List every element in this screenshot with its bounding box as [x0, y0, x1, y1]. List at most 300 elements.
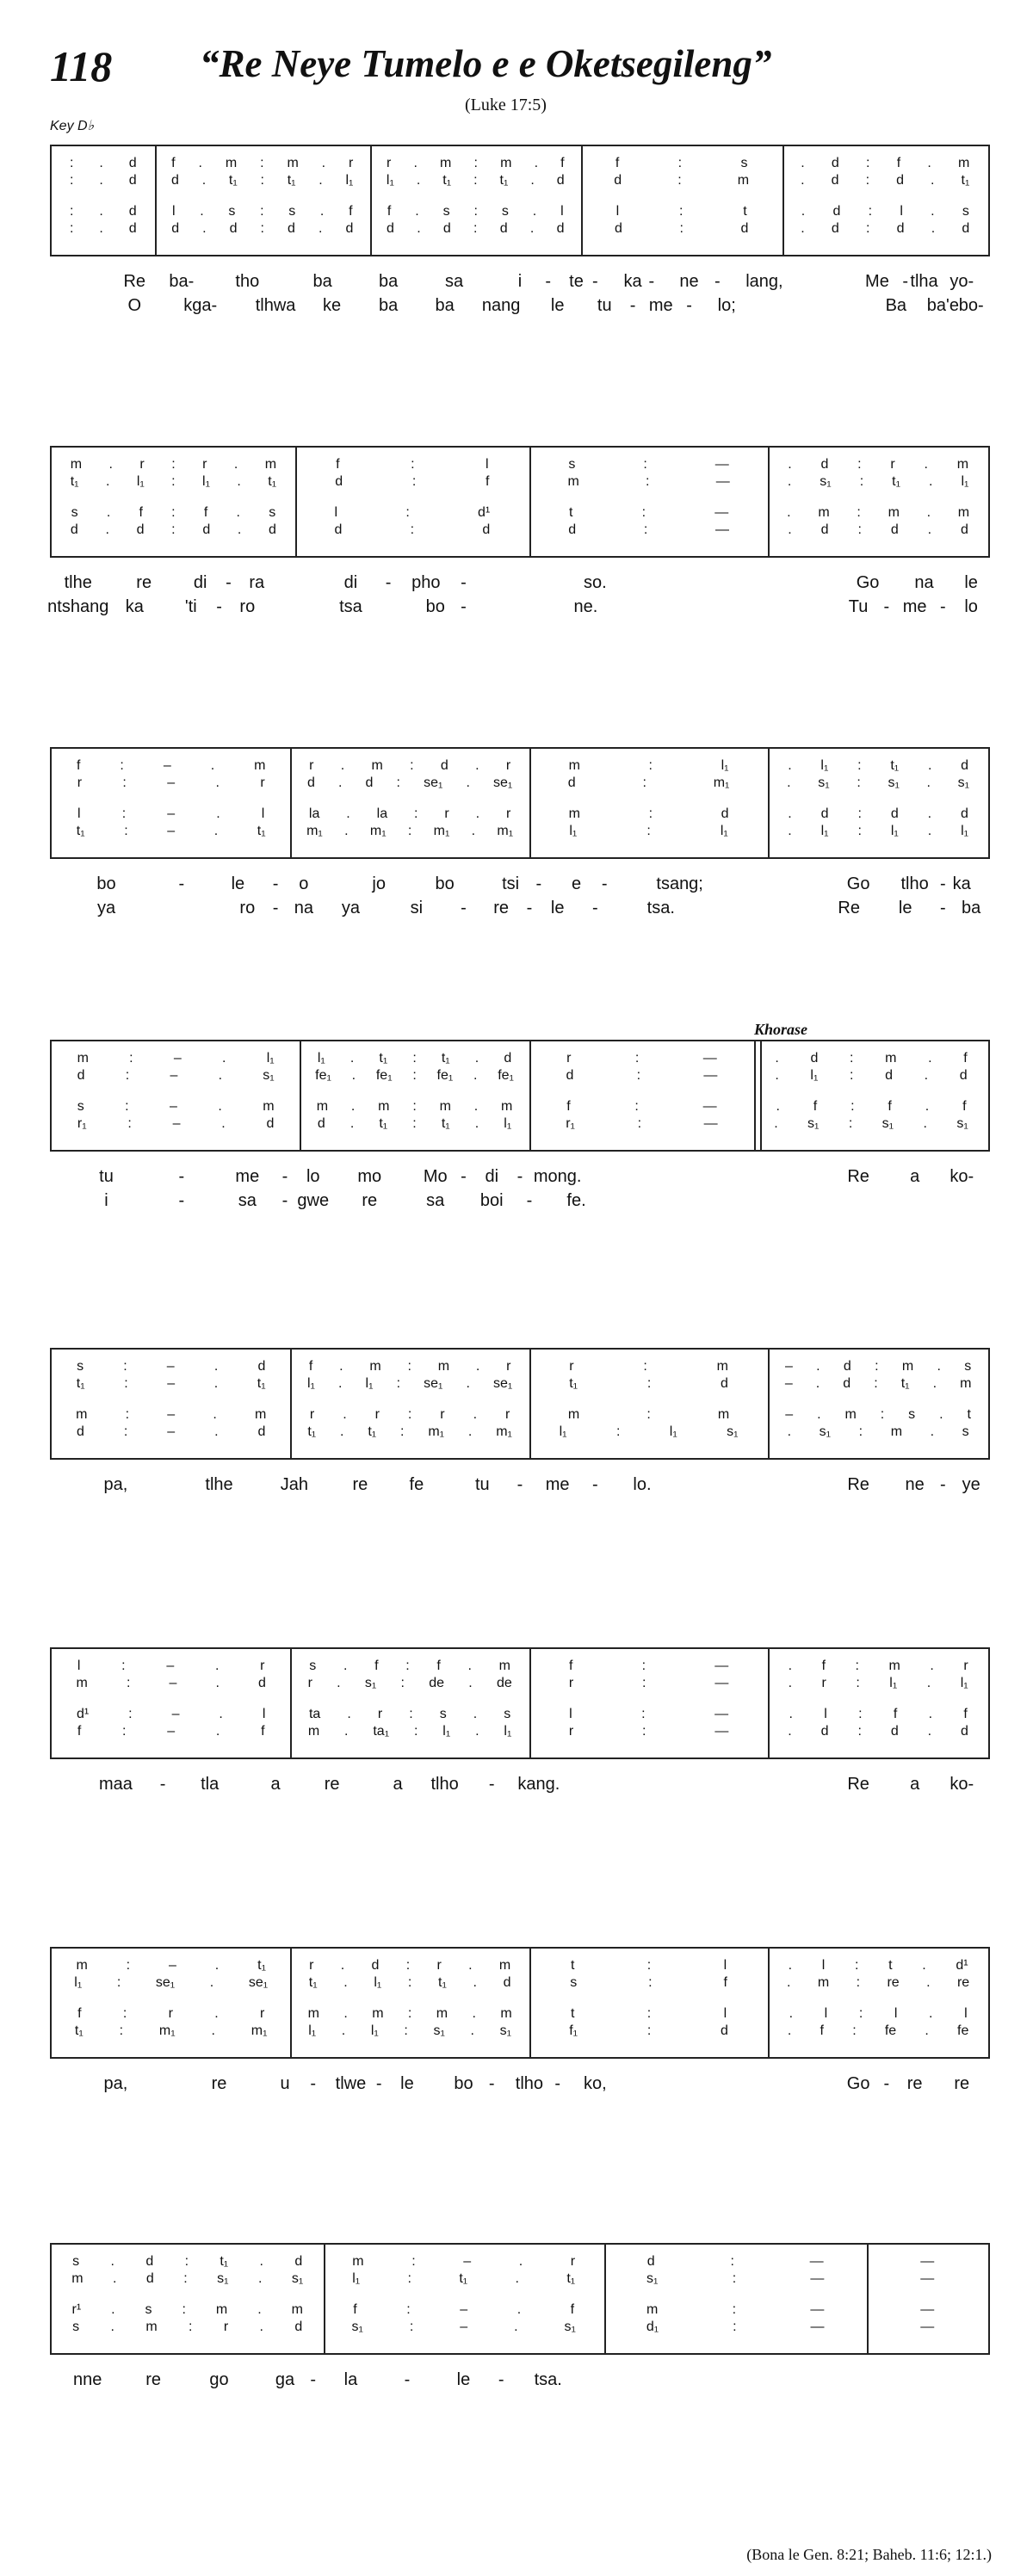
solfa-note: re	[887, 1975, 900, 1990]
solfa-note: r	[504, 1407, 510, 1422]
measure	[57, 1649, 285, 1757]
solfa-note: d	[266, 1116, 275, 1131]
solfa-note: —	[810, 2302, 825, 2317]
lyric-syllable: -	[516, 1167, 523, 1186]
solfa-note: .	[343, 1975, 348, 1990]
solfa-note: :	[732, 2302, 737, 2317]
solfa-note: –	[785, 1407, 794, 1422]
solfa-note: m	[716, 1359, 728, 1374]
soprano-part	[375, 155, 576, 172]
lyric-syllable: gwe	[297, 1191, 330, 1210]
lyric-syllable: tu	[474, 1475, 490, 1494]
solfa-note: .	[415, 204, 419, 219]
solfa-note: se₁	[493, 1376, 513, 1391]
solfa-note: d	[365, 775, 374, 790]
solfa-note: .	[775, 1068, 779, 1083]
solfa-note: l₁	[386, 173, 394, 188]
solfa-note: l₁	[308, 2023, 317, 2038]
solfa-note: d	[257, 1676, 266, 1690]
solfa-note: :	[473, 204, 478, 219]
solfa-note: l	[900, 204, 903, 219]
solfa-note: :	[850, 1051, 854, 1066]
solfa-note: s	[77, 1359, 84, 1374]
barline	[529, 1041, 531, 1150]
solfa-note: .	[215, 1724, 220, 1739]
solfa-note: .	[927, 1724, 932, 1739]
solfa-note: .	[339, 1359, 343, 1374]
solfa-note: —	[714, 1724, 729, 1739]
solfa-note: f	[893, 1707, 898, 1721]
solfa-note: .	[351, 1068, 356, 1083]
barline	[290, 1350, 292, 1458]
solfa-note: d	[387, 221, 394, 236]
solfa-note: —	[920, 2302, 935, 2317]
lyric-syllable: ba	[378, 296, 399, 315]
solfa-note: l	[821, 1958, 826, 1973]
solfa-note: d	[843, 1359, 851, 1374]
solfa-note: .	[787, 1975, 791, 1990]
solfa-note: :	[646, 2006, 652, 2021]
solfa-note: .	[237, 522, 242, 537]
solfa-note: l₁	[720, 824, 728, 838]
measure	[57, 146, 150, 255]
solfa-note: s	[740, 156, 748, 170]
lyric-syllable: u	[280, 2074, 290, 2093]
solfa-note: .	[925, 1099, 930, 1114]
solfa-note: –	[784, 1359, 793, 1374]
solfa-note: s	[504, 1707, 511, 1721]
solfa-note: se₁	[248, 1975, 269, 1990]
bass-part	[535, 2023, 763, 2040]
measure	[759, 1041, 983, 1150]
lyric-syllable: ya	[96, 899, 116, 917]
solfa-note: :	[119, 2023, 124, 2038]
solfa-note: .	[209, 1975, 214, 1990]
solfa-note: l	[77, 1659, 81, 1673]
soprano-part	[773, 1358, 983, 1375]
solfa-note: :	[865, 221, 870, 236]
lyric-syllable: sa	[238, 1191, 257, 1210]
lyric-syllable: go	[209, 2370, 229, 2389]
lyric-syllable: Me	[865, 272, 889, 291]
solfa-note: .	[929, 2006, 933, 2021]
tenor-part	[586, 203, 777, 220]
lyric-syllable: -	[281, 1191, 288, 1210]
solfa-note: .	[926, 1975, 931, 1990]
barline	[155, 146, 157, 255]
solfa-note: l₁	[961, 474, 969, 489]
solfa-note: s₁	[291, 2271, 304, 2286]
solfa-note: .	[344, 1724, 349, 1739]
lyric-syllable: lo.	[633, 1475, 652, 1494]
solfa-note: :	[125, 1068, 130, 1083]
solfa-note: d	[482, 522, 491, 537]
lyric-syllable: a	[910, 1775, 920, 1794]
solfa-note: d	[202, 522, 211, 537]
solfa-note: :	[852, 2023, 857, 2038]
solfa-note: l	[615, 204, 620, 219]
solfa-note: :	[409, 1707, 413, 1721]
barline	[529, 749, 531, 857]
solfa-note: .	[319, 204, 325, 219]
soprano-part	[535, 757, 763, 775]
solfa-note: :	[171, 457, 176, 472]
solfa-note: m₁	[497, 824, 514, 838]
solfa-note: l	[824, 2006, 828, 2021]
solfa-note: d	[70, 522, 78, 537]
lyric-syllable: -	[648, 272, 655, 291]
solfa-note: t₁	[379, 1051, 388, 1066]
solfa-note: d	[171, 221, 180, 236]
tonic-solfa-staff	[50, 446, 990, 558]
solfa-note: t₁	[74, 2023, 84, 2038]
tonic-solfa-staff	[50, 1647, 990, 1759]
solfa-note: :	[858, 1424, 863, 1439]
solfa-note: t₁	[441, 1051, 450, 1066]
bass-part	[872, 2319, 983, 2336]
soprano-part	[773, 1957, 983, 1974]
solfa-note: d¹	[956, 1958, 968, 1973]
solfa-note: :	[677, 173, 682, 188]
solfa-note: :	[69, 156, 74, 170]
solfa-note: —	[715, 474, 730, 489]
solfa-note: .	[222, 1051, 226, 1066]
solfa-note: :	[409, 2320, 414, 2334]
solfa-note: d	[145, 2271, 154, 2286]
tenor-part	[535, 1098, 749, 1115]
tenor-part	[773, 1706, 983, 1723]
solfa-note: :	[858, 2006, 863, 2021]
alto-part	[57, 1067, 294, 1084]
solfa-note: d¹	[478, 505, 491, 520]
solfa-note: r	[569, 1359, 574, 1374]
solfa-note: l	[723, 2006, 727, 2021]
solfa-note: l₁	[370, 2023, 379, 2038]
solfa-note: .	[926, 505, 931, 520]
bass-part	[295, 2023, 523, 2040]
solfa-note: f	[723, 1975, 727, 1990]
footnote: (Bona le Gen. 8:21; Baheb. 11:6; 12:1.)	[746, 2546, 992, 2563]
solfa-note: f	[821, 1659, 826, 1673]
solfa-note: :	[182, 2302, 186, 2317]
solfa-note: .	[927, 824, 932, 838]
solfa-note: .	[801, 221, 805, 236]
solfa-note: l₁	[352, 2271, 361, 2286]
lyric-syllable: ne	[905, 1475, 925, 1494]
lyric-syllable: jo	[372, 874, 386, 893]
tenor-part	[609, 2301, 862, 2319]
bass-part	[535, 1115, 749, 1133]
lyric-syllable: ye	[962, 1475, 980, 1494]
solfa-note: .	[219, 1707, 223, 1721]
solfa-note: l₁	[306, 1376, 315, 1391]
bass-part	[375, 220, 576, 238]
solfa-note: :	[260, 173, 264, 188]
lyric-syllable: ba-	[169, 272, 195, 291]
lyric-syllable: lo	[306, 1167, 320, 1186]
solfa-note: —	[714, 457, 729, 472]
measure	[375, 146, 576, 255]
tenor-part	[535, 806, 763, 823]
solfa-note: s	[309, 1659, 317, 1673]
solfa-note: :	[124, 824, 128, 838]
lyric-syllable: -	[714, 272, 721, 291]
lyric-syllable: di	[193, 573, 207, 592]
solfa-note: .	[213, 824, 219, 838]
lyric-line	[50, 1475, 990, 1498]
solfa-note: :	[126, 1958, 131, 1973]
solfa-note: d	[171, 173, 179, 188]
solfa-note: .	[341, 2023, 346, 2038]
solfa-note: :	[857, 522, 862, 537]
alto-part	[773, 473, 983, 491]
solfa-note: .	[110, 2320, 114, 2334]
soprano-part	[295, 1957, 523, 1974]
lyric-syllable: -	[272, 874, 279, 893]
solfa-note: se₁	[493, 775, 513, 790]
solfa-note: :	[121, 1659, 126, 1673]
lyric-syllable: -	[535, 874, 542, 893]
solfa-note: r	[566, 1051, 572, 1066]
barline	[300, 1041, 301, 1150]
lyric-syllable: ne.	[573, 597, 598, 616]
soprano-part	[57, 757, 285, 775]
solfa-note: :	[473, 221, 478, 236]
bass-part	[295, 823, 523, 840]
measure	[57, 2245, 319, 2353]
solfa-note: l₁	[721, 758, 729, 773]
solfa-note: t₁	[890, 758, 900, 773]
solfa-note: l	[261, 806, 265, 821]
lyric-syllable: bo	[425, 597, 445, 616]
lyric-syllable: lang,	[745, 272, 783, 291]
solfa-note: s	[442, 204, 450, 219]
solfa-note: :	[121, 806, 127, 821]
solfa-note: .	[776, 1099, 780, 1114]
solfa-note: m	[888, 505, 900, 520]
lyric-syllable: o	[299, 874, 309, 893]
solfa-note: :	[615, 1424, 621, 1439]
solfa-note: t	[888, 1958, 893, 1973]
solfa-note: :	[406, 2302, 411, 2317]
soprano-part	[872, 2253, 983, 2270]
solfa-note: .	[927, 522, 932, 537]
measure	[57, 1350, 285, 1458]
solfa-note: :	[171, 474, 176, 489]
solfa-note: d	[257, 1424, 266, 1439]
solfa-note: .	[474, 1051, 479, 1066]
solfa-note: .	[200, 204, 204, 219]
solfa-note: r₁	[566, 1116, 575, 1131]
solfa-note: .	[467, 1424, 473, 1439]
bass-part	[773, 522, 983, 539]
solfa-note: —	[920, 2320, 935, 2334]
solfa-note: d	[810, 1051, 819, 1066]
lyric-syllable: ba'e	[926, 296, 959, 315]
solfa-note: r	[260, 775, 265, 790]
solfa-note: t₁	[499, 173, 509, 188]
bass-part	[57, 823, 285, 840]
music-system	[50, 1647, 990, 1794]
solfa-note: m	[737, 173, 750, 188]
solfa-note: .	[236, 505, 240, 520]
solfa-note: t₁	[438, 1975, 447, 1990]
lyric-syllable: me	[902, 597, 927, 616]
solfa-note: f₁	[569, 2023, 578, 2038]
solfa-note: d	[959, 1068, 968, 1083]
solfa-note: :	[856, 1676, 860, 1690]
solfa-note: :	[857, 505, 861, 520]
solfa-note: .	[928, 1051, 932, 1066]
soprano-part	[295, 1358, 523, 1375]
lyric-syllable: na	[294, 899, 313, 917]
solfa-note: .	[788, 1958, 793, 1973]
solfa-note: :	[260, 204, 264, 219]
lyric-syllable: di	[343, 573, 358, 592]
solfa-note: :	[412, 1099, 417, 1114]
solfa-note: .	[922, 1958, 926, 1973]
solfa-note: l₁	[961, 824, 969, 838]
soprano-part	[329, 2253, 599, 2270]
solfa-note: r	[436, 1958, 442, 1973]
solfa-note: .	[514, 2320, 518, 2334]
lyric-syllable: fe	[409, 1475, 424, 1494]
solfa-note: .	[532, 204, 537, 219]
solfa-note: .	[112, 2271, 117, 2286]
solfa-note: .	[416, 173, 421, 188]
barline	[529, 1649, 531, 1757]
solfa-note: m	[436, 2006, 448, 2021]
solfa-note: d	[721, 2023, 728, 2038]
lyric-line	[50, 573, 990, 596]
solfa-note: .	[473, 1407, 478, 1422]
tenor-part	[300, 504, 524, 522]
lyric-syllable: -	[883, 597, 890, 616]
tenor-part	[535, 504, 763, 522]
bass-part	[300, 522, 524, 539]
lyric-syllable: re	[493, 899, 510, 917]
solfa-note: s₁	[820, 474, 832, 489]
tenor-part	[57, 1406, 285, 1424]
lyric-syllable: ba	[378, 272, 399, 291]
solfa-note: m₁	[158, 2023, 176, 2038]
music-system	[47, 446, 990, 616]
solfa-note: :	[69, 173, 74, 188]
lyric-syllable: Go	[846, 2074, 870, 2093]
solfa-note: s₁	[807, 1116, 820, 1131]
solfa-note: .	[817, 1407, 821, 1422]
soprano-part	[300, 456, 524, 473]
solfa-note: .	[468, 1676, 473, 1690]
solfa-note: :	[412, 1116, 417, 1131]
solfa-note: l	[486, 457, 489, 472]
tenor-part	[160, 203, 365, 220]
solfa-note: :	[404, 2023, 408, 2038]
solfa-note: ta₁	[373, 1724, 390, 1739]
solfa-note: d	[896, 221, 905, 236]
lyric-line	[50, 1775, 990, 1797]
solfa-note: .	[338, 1376, 343, 1391]
measure	[535, 1350, 763, 1458]
lyric-syllable: pa,	[103, 2074, 128, 2093]
solfa-note: :	[122, 1724, 127, 1739]
solfa-note: f	[436, 1659, 441, 1673]
solfa-note: :	[857, 775, 861, 790]
solfa-note: l	[964, 2006, 968, 2021]
solfa-note: –	[169, 1676, 177, 1690]
solfa-note: l₁	[559, 1424, 567, 1439]
solfa-note: r	[440, 1407, 445, 1422]
alto-part	[535, 1675, 763, 1692]
solfa-note: d	[961, 806, 968, 821]
solfa-note: m₁	[369, 824, 387, 838]
solfa-note: t₁	[900, 1376, 910, 1391]
solfa-note: s₁	[818, 775, 830, 790]
soprano-part	[57, 1358, 285, 1375]
lyric-syllable: tlha	[910, 272, 938, 291]
solfa-note: l₁	[136, 474, 145, 489]
solfa-note: t₁	[257, 824, 266, 838]
lyric-syllable: yo-	[949, 272, 974, 291]
solfa-note: fe	[884, 2023, 897, 2038]
barline	[290, 1649, 292, 1757]
lyric-syllable: -	[178, 1167, 185, 1186]
solfa-note: .	[343, 1407, 347, 1422]
soprano-part	[57, 2253, 319, 2270]
solfa-note: m	[498, 1659, 510, 1673]
solfa-note: d	[128, 173, 137, 188]
lyric-syllable: tlho	[900, 874, 929, 893]
barline	[324, 2245, 325, 2353]
alto-part	[295, 1675, 523, 1692]
soprano-part	[759, 1050, 983, 1067]
lyric-line	[47, 597, 990, 620]
solfa-note: .	[801, 204, 806, 219]
solfa-note: .	[349, 1116, 355, 1131]
solfa-note: :	[189, 2320, 193, 2334]
measure	[773, 1649, 983, 1757]
solfa-note: l₁	[569, 824, 578, 838]
solfa-note: .	[475, 1359, 480, 1374]
lyric-syllable: -	[461, 573, 467, 592]
solfa-note: t₁	[76, 824, 85, 838]
solfa-note: t₁	[442, 173, 452, 188]
solfa-note: .	[218, 1099, 222, 1114]
solfa-note: d	[294, 2254, 303, 2269]
lyric-syllable: di	[485, 1167, 499, 1186]
bass-part	[759, 1115, 983, 1133]
solfa-note: .	[515, 2271, 519, 2286]
solfa-note: :	[128, 1707, 133, 1721]
solfa-note: m	[890, 1424, 903, 1439]
lyric-syllable: kga-	[183, 296, 218, 315]
solfa-note: l₁	[202, 474, 210, 489]
alto-part	[300, 473, 524, 491]
solfa-note: s	[568, 457, 576, 472]
solfa-note: :	[642, 775, 646, 790]
solfa-note: .	[344, 824, 349, 838]
lyric-syllable: le	[964, 573, 978, 592]
tonic-solfa-staff	[50, 145, 990, 256]
solfa-note: d	[440, 758, 448, 773]
lyric-syllable: -	[592, 899, 598, 917]
solfa-note: .	[99, 221, 103, 236]
solfa-note: f	[962, 1099, 967, 1114]
alto-part	[305, 1067, 524, 1084]
lyric-syllable: ya	[341, 899, 360, 917]
solfa-note: t₁	[569, 1376, 578, 1391]
solfa-note: d	[306, 775, 315, 790]
